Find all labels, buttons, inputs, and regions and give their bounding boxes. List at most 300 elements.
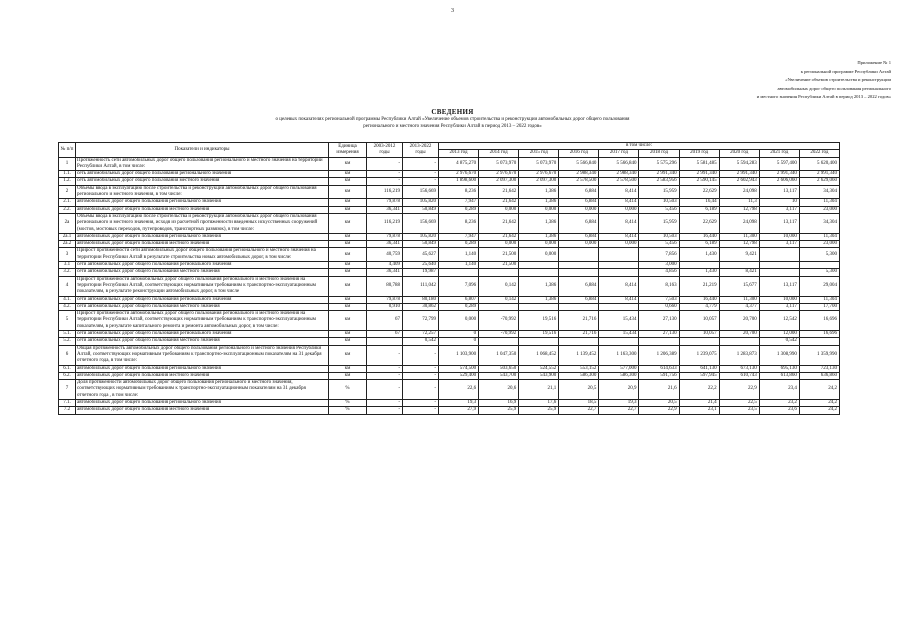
year-value-cell: 4,856 <box>639 269 679 276</box>
row-number-cell: 4 <box>59 276 76 296</box>
year-value-cell: 20,5 <box>639 399 679 406</box>
row-number-cell: 2а.1 <box>59 233 76 240</box>
year-value-cell: 1 103,900 <box>439 345 479 365</box>
year-value-cell: 1 239,075 <box>679 345 719 365</box>
header-including: в том числе: <box>439 143 840 150</box>
row-number-cell: 4.2. <box>59 303 76 310</box>
unit-cell: км <box>329 233 367 240</box>
year-value-cell: 17,700 <box>799 303 839 310</box>
table-row <box>59 303 840 310</box>
year-value-cell: 3,117 <box>759 206 799 213</box>
indicator-name-cell: Общая протяженность автомобильных дорог общего пользования регионального и местного значения Республики Алтай, соответствующих нормативным требованиям к транспортно-эксплуатационным показателям на 31 декабря отчетного года, в том числе: <box>76 345 329 365</box>
year-value-cell: 4 875,270 <box>439 157 479 171</box>
year-value-cell: 1 308,990 <box>759 345 799 365</box>
year-value-cell: 0,000 <box>559 241 599 248</box>
year-value-cell: 16,9 <box>479 399 519 406</box>
header-year: 2014 год <box>479 150 519 157</box>
table-row <box>59 206 840 213</box>
header-year: 2015 год <box>519 150 559 157</box>
year-value-cell: 0,000 <box>519 248 559 262</box>
year-value-cell: 27,130 <box>639 311 679 331</box>
period-2003-2012-cell: 36,341 <box>367 241 403 248</box>
year-value-cell: 1,430 <box>679 269 719 276</box>
period-2003-2012-cell: 36,341 <box>367 269 403 276</box>
unit-cell: км <box>329 171 367 178</box>
period-2013-2022-cell: 105,820 <box>403 233 439 240</box>
year-value-cell: 0,000 <box>479 241 519 248</box>
year-value-cell <box>479 303 519 310</box>
year-value-cell: 13,117 <box>759 185 799 199</box>
year-value-cell: 5,456 <box>639 241 679 248</box>
row-number-cell: 5.2. <box>59 338 76 345</box>
year-value-cell: 29,004 <box>799 276 839 296</box>
year-value-cell: 673,130 <box>719 365 759 372</box>
year-value-cell: 7,947 <box>439 233 479 240</box>
unit-cell: км <box>329 276 367 296</box>
year-value-cell: 0,000 <box>599 206 639 213</box>
year-value-cell: 0,000 <box>559 206 599 213</box>
period-2003-2012-cell: 4,409 <box>367 262 403 269</box>
year-value-cell: 20,700 <box>719 331 759 338</box>
table-row <box>59 380 840 400</box>
unit-cell: км <box>329 178 367 185</box>
year-value-cell: 21,500 <box>479 248 519 262</box>
year-value-cell: 16,44 <box>679 199 719 206</box>
period-2013-2022-cell: 50,849 <box>403 241 439 248</box>
period-2003-2012-cell: - <box>367 345 403 365</box>
year-value-cell: 1,140 <box>439 248 479 262</box>
year-value-cell: 21,500 <box>479 262 519 269</box>
year-value-cell: 21,716 <box>559 331 599 338</box>
year-value-cell <box>519 262 559 269</box>
period-2013-2022-cell: 72,799 <box>403 311 439 331</box>
period-2013-2022-cell: 111,042 <box>403 276 439 296</box>
year-value-cell: 20,700 <box>719 311 759 331</box>
year-value-cell: 22,7 <box>599 407 639 414</box>
year-value-cell: 8,414 <box>599 213 639 233</box>
year-value-cell <box>479 269 519 276</box>
year-value-cell: 543,700 <box>479 372 519 379</box>
period-2003-2012-cell: 116,219 <box>367 213 403 233</box>
period-2003-2012-cell: 67 <box>367 331 403 338</box>
unit-cell: км <box>329 241 367 248</box>
year-value-cell: 0,000 <box>479 206 519 213</box>
approval-line: Приложение № 1 <box>857 60 891 65</box>
year-value-cell: 6,807 <box>439 296 479 303</box>
approval-line: автомобильных дорог общего пользования регионального <box>777 85 891 91</box>
period-2003-2012-cell: - <box>367 171 403 178</box>
unit-cell: км <box>329 157 367 171</box>
year-value-cell: 1,140 <box>439 262 479 269</box>
year-value-cell: 4,377 <box>719 303 759 310</box>
unit-cell: км <box>329 303 367 310</box>
period-2013-2022-cell: - <box>403 171 439 178</box>
period-2013-2022-cell: - <box>403 345 439 365</box>
table-row <box>59 399 840 406</box>
unit-cell: км <box>329 185 367 199</box>
row-number-cell: 2.2. <box>59 206 76 213</box>
row-number-cell: 5.1. <box>59 331 76 338</box>
year-value-cell: 21,642 <box>479 213 519 233</box>
period-2013-2022-cell: - <box>403 380 439 400</box>
table-row <box>59 407 840 414</box>
year-value-cell: 1 068,452 <box>519 345 559 365</box>
year-value-cell: 586,300 <box>599 372 639 379</box>
year-value-cell: 4,779 <box>679 303 719 310</box>
indicator-name-cell: Прирост протяженности автомобильных дорог общего пользования регионального и местного значения на территории Республики Алтай, соответствующих нормативным требованиям к транспортно-эксплуатационным показателям, в результате реконструкции автомобильных дорог, в том числе <box>76 276 329 296</box>
year-value-cell: 2 991,340 <box>719 171 759 178</box>
year-value-cell: 21,716 <box>559 311 599 331</box>
year-value-cell: 21,642 <box>479 233 519 240</box>
year-value-cell: 574,500 <box>439 365 479 372</box>
year-value-cell: 2 976,670 <box>519 171 559 178</box>
indicator-name-cell: автомобильных дорог общего пользования регионального значения <box>76 199 329 206</box>
year-value-cell: 0,289 <box>439 241 479 248</box>
year-value-cell: 21,4 <box>679 399 719 406</box>
row-number-cell: 1 <box>59 157 76 171</box>
period-2003-2012-cell: - <box>367 380 403 400</box>
period-2003-2012-cell: - <box>367 399 403 406</box>
header-year: 2016 год <box>559 150 599 157</box>
year-value-cell: 5,456 <box>639 206 679 213</box>
indicator-name-cell: сети автомобильных дорог общего пользования регионального значения <box>76 331 329 338</box>
unit-cell: км <box>329 311 367 331</box>
year-value-cell: 5 597,400 <box>759 157 799 171</box>
indicator-name-cell: сети автомобильных дорог общего пользования местного значения <box>76 338 329 345</box>
year-value-cell: 16,696 <box>799 331 839 338</box>
document-subtitle-line: регионального и местного значения Республики Алтай в период 2013 – 2022 годов» <box>363 124 542 129</box>
row-number-cell: 7 <box>59 380 76 400</box>
year-value-cell: 18,5 <box>559 399 599 406</box>
year-value-cell: 2 976,670 <box>439 171 479 178</box>
year-value-cell: 9,421 <box>719 248 759 262</box>
year-value-cell: 8,414 <box>599 185 639 199</box>
period-2003-2012-cell: 79,878 <box>367 296 403 303</box>
year-value-cell: 7,947 <box>439 199 479 206</box>
year-value-cell: 8,414 <box>599 276 639 296</box>
header-year: 2017 год <box>599 150 639 157</box>
period-2013-2022-cell: 50,849 <box>403 206 439 213</box>
year-value-cell: 0,289 <box>439 303 479 310</box>
indicator-name-cell: Прирост протяженности сети автомобильных дорог общего пользования регионального и местного значения на территории Республики Алтай в результате строительства новых автомобильных дорог, в том числе: <box>76 248 329 262</box>
year-value-cell: 0,000 <box>519 241 559 248</box>
year-value-cell: 614,633 <box>639 365 679 372</box>
row-number-cell: 1.1. <box>59 171 76 178</box>
table-row <box>59 345 840 365</box>
year-value-cell <box>679 262 719 269</box>
period-2013-2022-cell: - <box>403 157 439 171</box>
table-row <box>59 213 840 233</box>
indicator-name-cell: сеть автомобильных дорог общего пользования регионального значения <box>76 171 329 178</box>
year-value-cell: 524,552 <box>519 365 559 372</box>
header-year: 2018 год <box>639 150 679 157</box>
table-row <box>59 248 840 262</box>
period-2003-2012-cell: - <box>367 178 403 185</box>
unit-cell: км <box>329 338 367 345</box>
year-value-cell: 15,959 <box>639 213 679 233</box>
indicator-name-cell: Протяженность сети автомобильных дорог общего пользования регионального и местного значения на территории Республики Алтай, в том числе: <box>76 157 329 171</box>
document-title: СВЕДЕНИЯ <box>431 108 474 116</box>
year-value-cell: 610,743 <box>719 372 759 379</box>
year-value-cell <box>519 338 559 345</box>
row-number-cell: 7.1. <box>59 399 76 406</box>
year-value-cell: 2 097,300 <box>479 178 519 185</box>
approval-line: к региональной программе Республики Алтай <box>800 68 891 74</box>
year-value-cell: 21,642 <box>479 185 519 199</box>
document-subtitle-line: о целевых показателях региональной программы Республики Алтай «Увеличение объемов строительства и реконструкции автомобильных дорог общего пользования <box>275 117 630 122</box>
year-value-cell <box>559 269 599 276</box>
year-value-cell <box>599 303 639 310</box>
table-row <box>59 338 840 345</box>
year-value-cell: 8,414 <box>599 233 639 240</box>
year-value-cell: 11,3 <box>719 199 759 206</box>
year-value-cell <box>759 248 799 262</box>
year-value-cell: 6,884 <box>559 199 599 206</box>
year-value-cell: 12,542 <box>759 311 799 331</box>
year-value-cell: 2 602,943 <box>719 178 759 185</box>
row-number-cell: 4.1. <box>59 296 76 303</box>
year-value-cell: 2 578,500 <box>559 178 599 185</box>
year-value-cell: 27,9 <box>439 407 479 414</box>
year-value-cell <box>799 262 839 269</box>
year-value-cell: 25,9 <box>479 407 519 414</box>
row-number-cell: 3 <box>59 248 76 262</box>
year-value-cell: 2 991,340 <box>639 171 679 178</box>
year-value-cell: 0,289 <box>439 206 479 213</box>
indicator-name-cell: Объемы ввода в эксплуатацию после строительства и реконструкции автомобильных дорог общего пользования регионального и местного значения, исходя из расчетной протяженности введенных искусственных сооружений (мостов, мостовых переходов, путепроводов, транспортных развязок), в том числе: <box>76 213 329 233</box>
period-2013-2022-cell: 72,257 <box>403 331 439 338</box>
year-value-cell <box>439 269 479 276</box>
year-value-cell: 21,642 <box>479 199 519 206</box>
indicator-name-cell: Прирост протяженности автомобильных дорог общего пользования регионального и местного значения на территории Республики Алтай, соответствующих нормативным требованиям к транспортно-эксплуатационным показателям, в результате капитального ремонта и ремонта автомобильных дорог, в том числе: <box>76 311 329 331</box>
year-value-cell: 13,117 <box>759 213 799 233</box>
year-value-cell: 22,9 <box>639 407 679 414</box>
year-value-cell <box>639 338 679 345</box>
unit-cell: км <box>329 331 367 338</box>
year-value-cell: 23,000 <box>799 241 839 248</box>
year-value-cell: 2 578,500 <box>599 178 639 185</box>
year-value-cell: 15,959 <box>639 185 679 199</box>
year-value-cell: 1,386 <box>519 199 559 206</box>
year-value-cell: 5 620,400 <box>799 157 839 171</box>
year-value-cell <box>559 303 599 310</box>
year-value-cell: 2 991,340 <box>799 171 839 178</box>
period-2013-2022-cell: - <box>403 372 439 379</box>
row-number-cell: 6.2. <box>59 372 76 379</box>
row-number-cell: 3.2. <box>59 269 76 276</box>
header-year: 2021 год <box>759 150 799 157</box>
year-value-cell: 12,798 <box>719 241 759 248</box>
year-value-cell: 16,440 <box>679 233 719 240</box>
header-year: 2020 год <box>719 150 759 157</box>
year-value-cell: 2 976,670 <box>479 171 519 178</box>
year-value-cell: 8,414 <box>599 296 639 303</box>
year-value-cell <box>479 338 519 345</box>
indicator-name-cell: автомобильных дорог общего пользования местного значения <box>76 372 329 379</box>
row-number-cell: 2а <box>59 213 76 233</box>
year-value-cell: 10 <box>759 199 799 206</box>
year-value-cell: 529,400 <box>439 372 479 379</box>
year-value-cell <box>519 303 559 310</box>
period-2013-2022-cell: - <box>403 399 439 406</box>
period-2003-2012-cell: - <box>367 407 403 414</box>
year-value-cell: 10,057 <box>679 331 719 338</box>
year-value-cell: 1,386 <box>519 213 559 233</box>
period-2003-2012-cell: 79,878 <box>367 199 403 206</box>
year-value-cell: 5,300 <box>799 269 839 276</box>
year-value-cell: 22,9 <box>719 380 759 400</box>
row-number-cell: 1.2. <box>59 178 76 185</box>
year-value-cell: 7,503 <box>639 296 679 303</box>
year-value-cell: 17,6 <box>519 399 559 406</box>
year-value-cell: 20,9 <box>599 380 639 400</box>
document-heading <box>0 108 905 130</box>
table-row <box>59 157 840 171</box>
period-2003-2012-cell: 79,878 <box>367 233 403 240</box>
year-value-cell: 22,629 <box>679 185 719 199</box>
year-value-cell: 27,130 <box>639 331 679 338</box>
year-value-cell: 15,677 <box>719 276 759 296</box>
year-value-cell: 6,884 <box>559 213 599 233</box>
year-value-cell: 8,163 <box>639 276 679 296</box>
year-value-cell <box>759 262 799 269</box>
year-value-cell: 24,2 <box>799 399 839 406</box>
period-2013-2022-cell: 105,820 <box>403 199 439 206</box>
year-value-cell: 1,386 <box>519 185 559 199</box>
year-value-cell: 1,386 <box>519 296 559 303</box>
row-number-cell: 2.1. <box>59 199 76 206</box>
table-row <box>59 262 840 269</box>
period-2013-2022-cell: - <box>403 365 439 372</box>
period-2003-2012-cell: 40,759 <box>367 248 403 262</box>
unit-cell: км <box>329 365 367 372</box>
row-number-cell: 5 <box>59 311 76 331</box>
unit-cell: км <box>329 206 367 213</box>
year-value-cell: 0,000 <box>439 311 479 331</box>
year-value-cell: 5 594,283 <box>719 157 759 171</box>
year-value-cell: 8,414 <box>599 199 639 206</box>
indicator-name-cell: автомобильных дорог общего пользования регионального значения <box>76 365 329 372</box>
year-value-cell <box>719 338 759 345</box>
year-value-cell: 12,798 <box>719 206 759 213</box>
year-value-cell <box>559 262 599 269</box>
unit-cell: км <box>329 248 367 262</box>
year-value-cell: 20,6 <box>479 380 519 400</box>
year-value-cell: 34,304 <box>799 185 839 199</box>
year-value-cell: 5 073,970 <box>479 157 519 171</box>
year-value-cell: 34,304 <box>799 213 839 233</box>
year-value-cell: 0,660 <box>639 303 679 310</box>
header-period-2: 2013-2022 годы <box>403 143 439 158</box>
year-value-cell: 723,130 <box>799 365 839 372</box>
year-value-cell: 11,304 <box>799 296 839 303</box>
period-2003-2012-cell: - <box>367 157 403 171</box>
year-value-cell: 12,000 <box>759 331 799 338</box>
year-value-cell: 24,2 <box>799 407 839 414</box>
year-value-cell: 591,756 <box>639 372 679 379</box>
table-row <box>59 276 840 296</box>
year-value-cell <box>559 248 599 262</box>
year-value-cell: 22,2 <box>679 380 719 400</box>
year-value-cell: 5 566,840 <box>559 157 599 171</box>
year-value-cell: 2 097,300 <box>519 178 559 185</box>
year-value-cell <box>759 269 799 276</box>
year-value-cell: 1 206,389 <box>639 345 679 365</box>
year-value-cell: 10,057 <box>679 311 719 331</box>
year-value-cell: 21,6 <box>639 380 679 400</box>
table-row <box>59 233 840 240</box>
year-value-cell: 2 988,340 <box>559 171 599 178</box>
year-value-cell: 1 359,990 <box>799 345 839 365</box>
year-value-cell: 1,430 <box>679 248 719 262</box>
period-2013-2022-cell: 80,180 <box>403 296 439 303</box>
period-2013-2022-cell: 45,627 <box>403 248 439 262</box>
year-value-cell: 597,945 <box>679 372 719 379</box>
year-value-cell: 23,1 <box>679 407 719 414</box>
year-value-cell: 2 606,060 <box>759 178 799 185</box>
indicator-name-cell: сети автомобильных дорог общего пользования местного значения <box>76 269 329 276</box>
year-value-cell: 1,386 <box>519 276 559 296</box>
unit-cell: % <box>329 407 367 414</box>
year-value-cell: 23,6 <box>759 407 799 414</box>
table-row <box>59 269 840 276</box>
header-name: Показатели и индикаторы <box>76 143 329 158</box>
year-value-cell: 24,2 <box>799 380 839 400</box>
period-2003-2012-cell: - <box>367 372 403 379</box>
unit-cell: км <box>329 269 367 276</box>
period-2003-2012-cell <box>367 338 403 345</box>
year-value-cell: 16,696 <box>799 311 839 331</box>
row-number-cell: 6.1. <box>59 365 76 372</box>
year-value-cell: 22,629 <box>679 213 719 233</box>
year-value-cell: 19,516 <box>519 311 559 331</box>
year-value-cell: 10,503 <box>639 233 679 240</box>
unit-cell: км <box>329 262 367 269</box>
table-row <box>59 241 840 248</box>
row-number-cell: 2а.2 <box>59 241 76 248</box>
year-value-cell: 21,1 <box>519 380 559 400</box>
indicator-name-cell: автомобильных дорог общего пользования регионального значения <box>76 233 329 240</box>
page-number: 3 <box>451 8 454 14</box>
year-value-cell: 6,884 <box>559 233 599 240</box>
year-value-cell <box>599 248 639 262</box>
year-value-cell: 24,098 <box>719 185 759 199</box>
indicator-name-cell: Доля протяженности автомобильных дорог общего пользования регионального и местного значения, соответствующих нормативным требованиям к транспортно-эксплуатационным показателям на 31 декабря отчетного года , в том числе: <box>76 380 329 400</box>
period-2013-2022-cell: - <box>403 178 439 185</box>
year-value-cell: -70,992 <box>479 331 519 338</box>
year-value-cell: 22,5 <box>719 399 759 406</box>
year-value-cell: 0,142 <box>479 296 519 303</box>
indicator-name-cell: сеть автомобильных дорог общего пользования местного значения <box>76 178 329 185</box>
table-row <box>59 185 840 199</box>
row-number-cell: 6 <box>59 345 76 365</box>
table-row <box>59 331 840 338</box>
year-value-cell: 23,2 <box>759 399 799 406</box>
table-row <box>59 199 840 206</box>
year-value-cell <box>599 262 639 269</box>
period-2013-2022-cell: 25,640 <box>403 262 439 269</box>
indicator-name-cell: Объемы ввода в эксплуатацию после строительства и реконструкции автомобильных дорог общего пользования регионального и местного значения, в том числе: <box>76 185 329 199</box>
year-value-cell: 5 575,296 <box>639 157 679 171</box>
indicator-name-cell: автомобильных дорог общего пользования местного значения <box>76 206 329 213</box>
year-value-cell: 6,189 <box>679 241 719 248</box>
year-value-cell: 695,130 <box>759 365 799 372</box>
table-row <box>59 311 840 331</box>
year-value-cell: 3,117 <box>759 241 799 248</box>
period-2013-2022-cell: 156,669 <box>403 185 439 199</box>
year-value-cell: 6,884 <box>559 276 599 296</box>
year-value-cell: 0,000 <box>599 241 639 248</box>
